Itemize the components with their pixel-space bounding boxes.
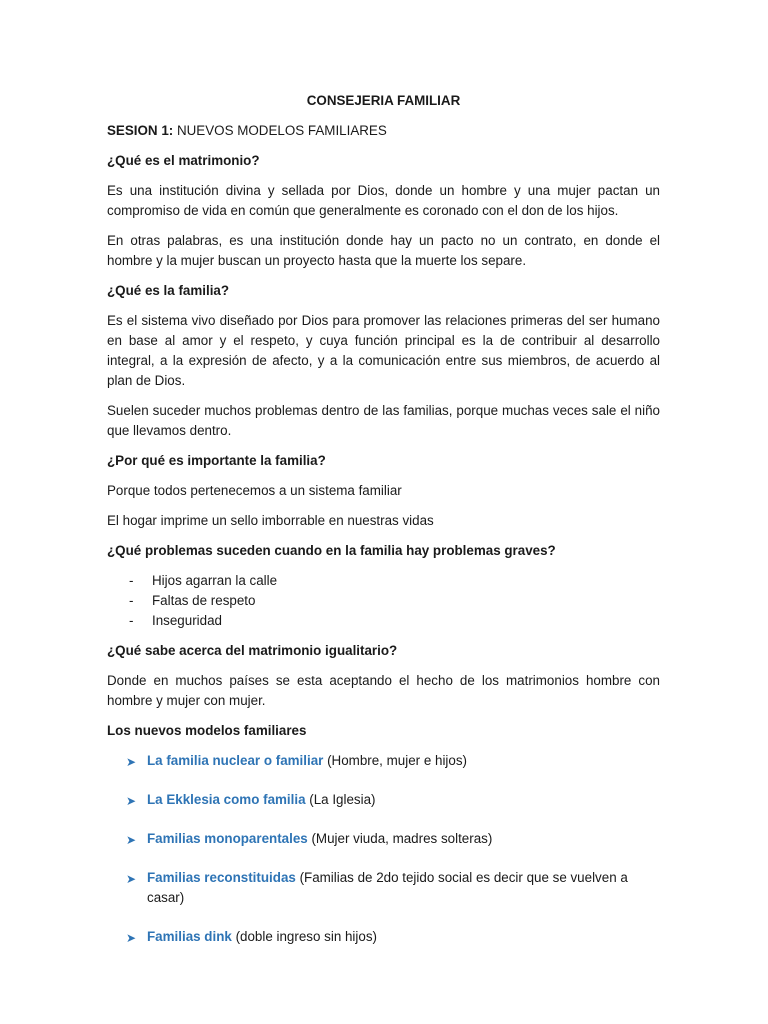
- paragraph-marriage-definition: Es una institución divina y sellada por Dios, donde un hombre y una mujer pactan un compromiso de vida en común que generalmente es coronado con el don de los hijos.: [107, 183, 660, 218]
- arrow-bullet-icon: ➤: [126, 872, 137, 886]
- list-item-text: Inseguridad: [152, 613, 222, 628]
- list-item: [107, 868, 660, 908]
- model-description: (Familias de 2do tejido social es decir que se vuelven a casar): [147, 870, 628, 905]
- session-title: NUEVOS MODELOS FAMILIARES: [173, 123, 387, 138]
- list-item: [107, 927, 660, 947]
- question-equal-marriage: ¿Qué sabe acerca del matrimonio igualitario?: [107, 643, 398, 658]
- question-family: ¿Qué es la familia?: [107, 283, 230, 298]
- document-title: CONSEJERIA FAMILIAR: [306, 93, 461, 108]
- list-item-text: Faltas de respeto: [152, 593, 256, 608]
- list-item: [107, 591, 660, 611]
- model-name: Familias reconstituidas: [147, 870, 296, 885]
- arrow-bullet-icon: ➤: [126, 931, 137, 945]
- list-item: [107, 790, 660, 810]
- paragraph-family-definition: Es el sistema vivo diseñado por Dios para promover las relaciones primeras del ser humano en base al amor y el respeto, y cuya función principal es la de contribuir al desarrollo integral, a la expresión de afecto, y a la comunicación entre sus miembros, de acuerdo al plan de Dios.: [107, 313, 660, 388]
- arrow-bullet-icon: ➤: [126, 833, 137, 847]
- list-item: [107, 611, 660, 631]
- arrow-bullet-icon: ➤: [126, 755, 137, 769]
- session-label: SESION 1:: [107, 123, 174, 138]
- model-description: (Mujer viuda, madres solteras): [307, 831, 493, 846]
- dash-bullet: -: [129, 613, 134, 628]
- model-description: (doble ingreso sin hijos): [231, 929, 377, 944]
- paragraph-marriage-covenant: En otras palabras, es una institución donde hay un pacto no un contrato, en donde el hombre y la mujer buscan un proyecto hasta que la muerte los separe.: [107, 233, 660, 268]
- list-item: [107, 571, 660, 591]
- paragraph-family-problems: Suelen suceder muchos problemas dentro de las familias, porque muchas veces sale el niño que llevamos dentro.: [107, 403, 660, 438]
- heading-family-models: Los nuevos modelos familiares: [107, 723, 307, 738]
- dash-bullet: -: [129, 573, 134, 588]
- arrow-bullet-icon: ➤: [126, 794, 137, 808]
- model-description: (La Iglesia): [305, 792, 376, 807]
- question-family-importance: ¿Por qué es importante la familia?: [107, 453, 326, 468]
- model-name: Familias monoparentales: [147, 831, 308, 846]
- list-item-text: Hijos agarran la calle: [152, 573, 278, 588]
- model-description: (Hombre, mujer e hijos): [323, 753, 467, 768]
- session-heading: [107, 121, 660, 141]
- family-models-list: [107, 751, 660, 947]
- list-item: [107, 829, 660, 849]
- problems-list: [107, 571, 660, 631]
- paragraph-family-system: Porque todos pertenecemos a un sistema familiar: [107, 483, 402, 498]
- model-name: Familias dink: [147, 929, 232, 944]
- paragraph-home-seal: El hogar imprime un sello imborrable en nuestras vidas: [107, 513, 434, 528]
- model-name: La Ekklesia como familia: [147, 792, 306, 807]
- paragraph-equal-marriage: Donde en muchos países se esta aceptando el hecho de los matrimonios hombre con hombre y mujer con mujer.: [107, 673, 660, 708]
- question-marriage: ¿Qué es el matrimonio?: [107, 153, 260, 168]
- document-body: [107, 91, 660, 966]
- model-name: La familia nuclear o familiar: [147, 753, 324, 768]
- list-item: [107, 751, 660, 771]
- question-serious-problems: ¿Qué problemas suceden cuando en la familia hay problemas graves?: [107, 543, 556, 558]
- dash-bullet: -: [129, 593, 134, 608]
